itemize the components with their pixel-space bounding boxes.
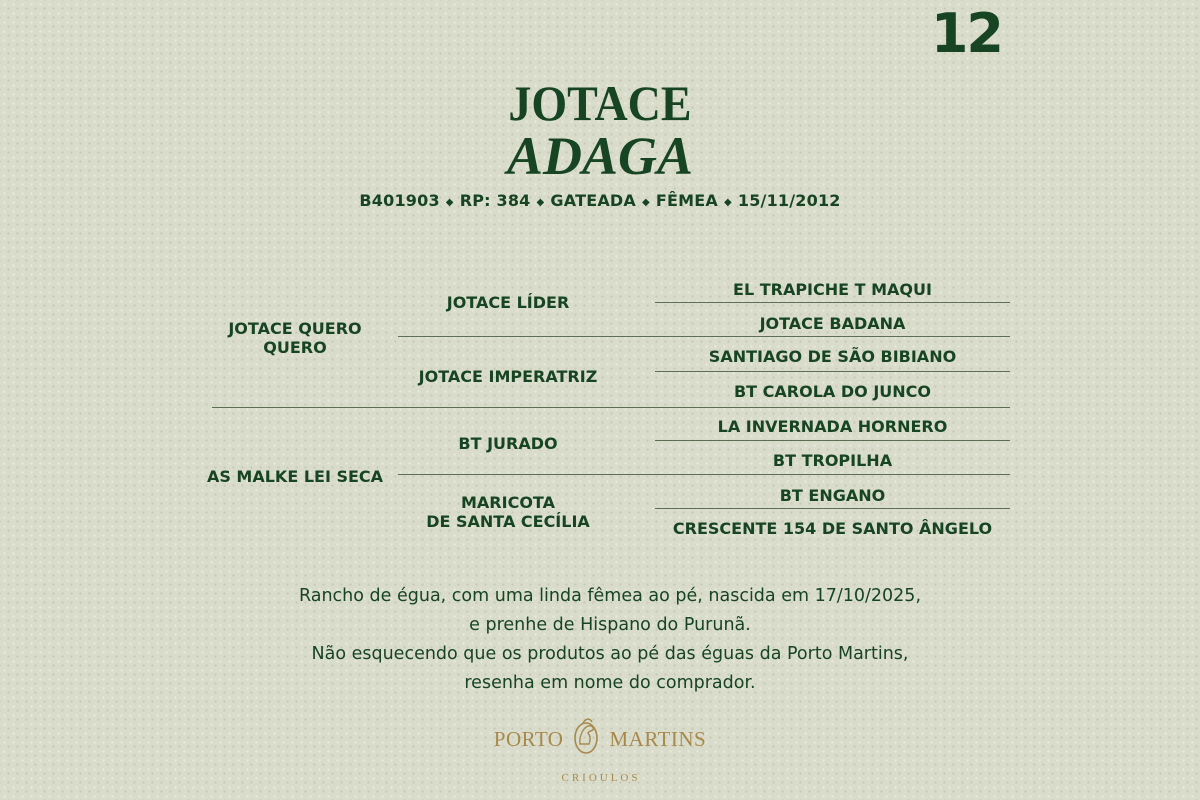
pedigree-gg: BT ENGANO xyxy=(779,486,886,505)
animal-meta xyxy=(0,191,1200,210)
pedigree-divider xyxy=(655,371,1010,372)
pedigree-gg: EL TRAPICHE T MAQUI xyxy=(733,280,932,299)
animal-title xyxy=(0,75,1200,186)
description-line: Rancho de égua, com uma linda fêmea ao pé, nascida em 17/10/2025, xyxy=(298,586,922,606)
title-line1: JOTACE xyxy=(508,75,692,131)
coat: GATEADA xyxy=(550,191,636,210)
description-line: e prenhe de Hispano do Purunã. xyxy=(469,615,751,635)
logo-text-right: MARTINS xyxy=(609,726,707,751)
pedigree-divider xyxy=(212,407,1010,408)
logo-text-left: PORTO xyxy=(493,726,564,751)
pedigree-dam-dam-line1: MARICOTA xyxy=(461,493,555,512)
pedigree-gg: SANTIAGO DE SÃO BIBIANO xyxy=(708,347,957,366)
pedigree-dam-sire: BT JURADO xyxy=(458,434,558,453)
diamond-separator-icon: ◆ xyxy=(445,197,454,208)
pedigree-divider xyxy=(398,474,1010,475)
logo-subtitle: CRIOULOS xyxy=(561,772,641,784)
pedigree-sire-sire: JOTACE LÍDER xyxy=(446,293,570,312)
pedigree-gg: BT TROPILHA xyxy=(772,451,893,470)
title-line2: ADAGA xyxy=(506,126,694,186)
pedigree-divider xyxy=(655,440,1010,441)
pedigree-sire: JOTACE QUERO QUERO xyxy=(228,319,362,357)
diamond-separator-icon: ◆ xyxy=(723,197,732,208)
description-line: resenha em nome do comprador. xyxy=(464,673,756,693)
pedigree-gg: LA INVERNADA HORNERO xyxy=(717,417,948,436)
registration: B401903 xyxy=(359,191,440,210)
horse-emblem-icon xyxy=(569,714,603,764)
pedigree-divider xyxy=(398,336,1010,337)
pedigree-sire-dam: JOTACE IMPERATRIZ xyxy=(418,367,598,386)
pedigree-gg: BT CAROLA DO JUNCO xyxy=(733,382,931,401)
rp-number: RP: 384 xyxy=(459,191,531,210)
pedigree-divider xyxy=(655,508,1010,509)
sex: FÊMEA xyxy=(655,191,718,210)
pedigree-dam-dam xyxy=(398,493,618,531)
pedigree-divider xyxy=(655,302,1010,303)
birth-date: 15/11/2012 xyxy=(737,191,841,210)
lot-description xyxy=(0,582,1200,698)
pedigree-dam-dam-line2: DE SANTA CECÍLIA xyxy=(426,512,590,531)
porto-martins-logo xyxy=(0,714,1200,784)
pedigree-dam: AS MALKE LEI SECA xyxy=(206,467,384,486)
pedigree-gg: CRESCENTE 154 DE SANTO ÂNGELO xyxy=(672,519,993,538)
lot-number: 12 xyxy=(930,2,1002,65)
diamond-separator-icon: ◆ xyxy=(536,197,545,208)
diamond-separator-icon: ◆ xyxy=(641,197,650,208)
description-line: Não esquecendo que os produtos ao pé das éguas da Porto Martins, xyxy=(311,644,909,664)
pedigree-gg: JOTACE BADANA xyxy=(759,314,906,333)
